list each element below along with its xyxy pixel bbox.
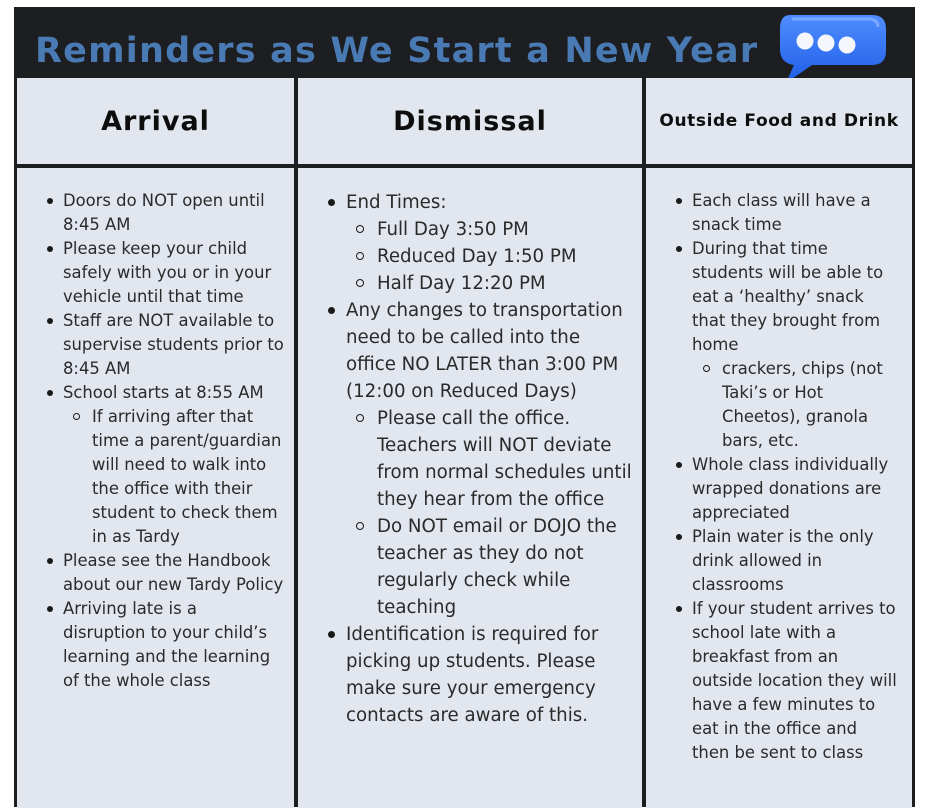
arrival-item xyxy=(63,189,284,237)
arrival-item-text: Please keep your child safely with you or in your vehicle until that time xyxy=(63,239,272,306)
food-item-text: Each class will have a snack time xyxy=(692,191,871,234)
dismissal-item-text: Identification is required for picking up students. Please make sure your emergency contacts are aware of this. xyxy=(346,624,599,726)
food-item xyxy=(692,597,898,765)
food-item-text: If your student arrives to school late with a breakfast from an outside location they will have a few minutes to eat in the office and then be sent to class xyxy=(692,599,897,762)
arrival-heading: Arrival xyxy=(17,78,294,164)
food-sublist xyxy=(692,357,898,453)
arrival-item xyxy=(63,549,284,597)
dismissal-subitem: Do NOT email or DOJO the teacher as they do not regularly check while teaching xyxy=(377,513,632,621)
food-column xyxy=(646,168,912,808)
dismissal-subitem: Half Day 12:20 PM xyxy=(377,270,632,297)
arrival-sublist xyxy=(63,405,284,549)
food-item-text: Whole class individually wrapped donations are appreciated xyxy=(692,455,889,522)
arrival-item-text: School starts at 8:55 AM xyxy=(63,383,264,402)
dismissal-subitem: Reduced Day 1:50 PM xyxy=(377,243,632,270)
food-subitem: crackers, chips (not Taki’s or Hot Cheetos), granola bars, etc. xyxy=(722,357,898,453)
arrival-item-text: Staff are NOT available to supervise students prior to 8:45 AM xyxy=(63,311,284,378)
dismissal-sublist xyxy=(346,216,632,297)
arrival-item xyxy=(63,381,284,549)
arrival-item-text: Doors do NOT open until 8:45 AM xyxy=(63,191,265,234)
dismissal-item-text: End Times: xyxy=(346,192,447,213)
dismissal-item xyxy=(346,189,632,297)
food-item xyxy=(692,453,898,525)
dismissal-subitem: Full Day 3:50 PM xyxy=(377,216,632,243)
food-list xyxy=(692,189,898,765)
arrival-item-text: Please see the Handbook about our new Tardy Policy xyxy=(63,551,284,594)
food-item-text: Plain water is the only drink allowed in classrooms xyxy=(692,527,874,594)
dismissal-heading: Dismissal xyxy=(298,78,642,164)
dismissal-item xyxy=(346,621,632,729)
food-heading: Outside Food and Drink xyxy=(646,78,912,164)
dismissal-sublist xyxy=(346,405,632,621)
arrival-item xyxy=(63,597,284,693)
dismissal-subitem: Please call the office. Teachers will NOT deviate from normal schedules until they hear from the office xyxy=(377,405,632,513)
food-item xyxy=(692,525,898,597)
dismissal-list xyxy=(346,189,632,729)
arrival-list xyxy=(63,189,284,693)
dismissal-item xyxy=(346,297,632,621)
dismissal-item-text: Any changes to transportation need to be called into the office NO LATER than 3:00 PM (12:00 on Reduced Days) xyxy=(346,300,623,402)
page-title: Reminders as We Start a New Year xyxy=(35,31,759,71)
food-item xyxy=(692,237,898,453)
arrival-item xyxy=(63,237,284,309)
arrival-item-text: Arriving late is a disruption to your child’s learning and the learning of the whole class xyxy=(63,599,271,690)
arrival-item xyxy=(63,309,284,381)
dismissal-column xyxy=(298,168,642,808)
arrival-subitem: If arriving after that time a parent/guardian will need to walk into the office with their student to check them in as Tardy xyxy=(92,405,284,549)
food-item xyxy=(692,189,898,237)
arrival-column xyxy=(17,168,294,808)
food-item-text: During that time students will be able to eat a ‘healthy’ snack that they brought from home xyxy=(692,239,884,354)
